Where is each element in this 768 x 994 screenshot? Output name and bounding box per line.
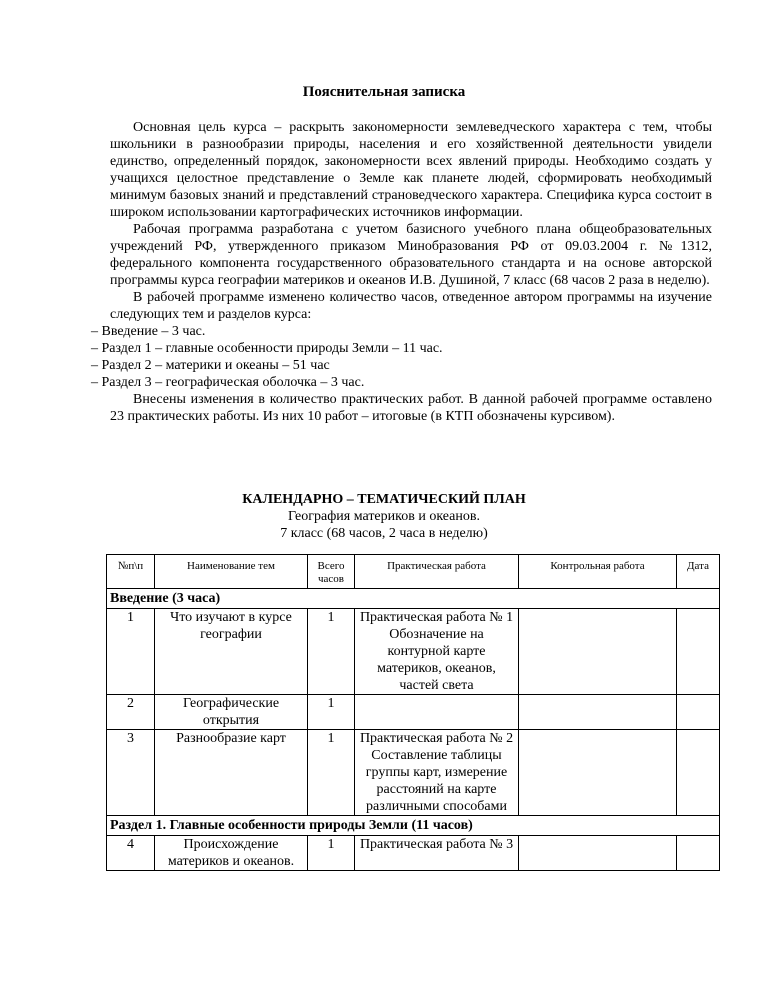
column-header: Контрольная работа: [519, 555, 677, 589]
plan-subtitle: География материков и океанов.: [288, 509, 480, 524]
table-row: [107, 609, 720, 695]
table-row: [107, 695, 720, 730]
practical-cell: Практическая работа № 2 Составление таблицы группы карт, измерение расстояний на карте различными способами: [355, 730, 519, 816]
practical-cell: Практическая работа № 3: [355, 836, 519, 871]
date-cell: [677, 730, 720, 816]
row-number: 3: [107, 730, 155, 816]
control-cell: [519, 836, 677, 871]
paragraph-program-basis: Рабочая программа разработана с учетом базисного учебного плана общеобразовательных учреждений РФ, утвержденного приказом Минобразования РФ от 09.03.2004 г. №1312, федерального компонента государственного образовательного стандарта и на основе авторской программы курса географии материков и океанов И.В. Душиной, 7 класс (68 часов 2 раза в неделю).: [110, 222, 712, 288]
topic-cell: Что изучают в курсе географии: [155, 609, 308, 695]
topic-cell: Географические открытия: [155, 695, 308, 730]
section-row: [107, 589, 720, 609]
row-number: 4: [107, 836, 155, 871]
column-header: Дата: [677, 555, 720, 589]
page-title: Пояснительная записка: [302, 84, 466, 100]
hours-cell: 1: [308, 695, 355, 730]
column-header: Наименование тем: [155, 555, 308, 589]
list-item: – Раздел 2 – материки и океаны – 51 час: [91, 358, 330, 373]
control-cell: [519, 609, 677, 695]
topic-cell: Разнообразие карт: [155, 730, 308, 816]
paragraph-practical-works: Внесены изменения в количество практических работ. В данной рабочей программе оставлено 23 практических работы. Из них 10 работ – итоговые (в КТП обозначены курсивом).: [110, 392, 712, 424]
topic-cell: Происхождение материков и океанов.: [155, 836, 308, 871]
table-header-row: [107, 555, 720, 589]
control-cell: [519, 695, 677, 730]
list-item: – Раздел 3 – географическая оболочка – 3 час.: [91, 375, 365, 390]
control-cell: [519, 730, 677, 816]
date-cell: [677, 836, 720, 871]
section-title: Введение (3 часа): [107, 589, 720, 609]
section-row: [107, 816, 720, 836]
plan-subtitle: 7 класс (68 часов, 2 часа в неделю): [280, 526, 488, 541]
practical-cell: [355, 695, 519, 730]
table-row: [107, 836, 720, 871]
hours-cell: 1: [308, 730, 355, 816]
hours-cell: 1: [308, 836, 355, 871]
date-cell: [677, 609, 720, 695]
column-header: Практическая работа: [355, 555, 519, 589]
thematic-plan-table: [106, 554, 720, 871]
row-number: 1: [107, 609, 155, 695]
column-header: Всего часов: [308, 555, 355, 589]
table-row: [107, 730, 720, 816]
date-cell: [677, 695, 720, 730]
list-item: – Введение – 3 час.: [91, 324, 206, 339]
practical-cell: Практическая работа № 1 Обозначение на контурной карте материков, океанов, частей света: [355, 609, 519, 695]
hours-cell: 1: [308, 609, 355, 695]
section-title: Раздел 1. Главные особенности природы Земли (11 часов): [107, 816, 720, 836]
plan-heading: КАЛЕНДАРНО – ТЕМАТИЧЕСКИЙ ПЛАН: [242, 492, 526, 507]
list-item: – Раздел 1 – главные особенности природы Земли – 11 час.: [91, 341, 443, 356]
explanatory-note: [91, 119, 712, 425]
paragraph-hours-changed: В рабочей программе изменено количество часов, отведенное автором программы на изучение следующих тем и разделов курса:: [110, 290, 712, 322]
plan-header: [0, 491, 768, 542]
column-header: №п\п: [107, 555, 155, 589]
paragraph-goal: Основная цель курса – раскрыть закономерности землеведческого характера с тем, чтобы школьники в разнообразии природы, населения и его хозяйственной деятельности увидели единство, определенный порядок, закономерности всех явлений природы. Необходимо создать у учащихся целостное представление о Земле как планете людей, сформировать необходимый минимум базовых знаний и представлений страноведческого характера. Специфика курса состоит в широком использовании картографических источников информации.: [110, 120, 712, 220]
row-number: 2: [107, 695, 155, 730]
